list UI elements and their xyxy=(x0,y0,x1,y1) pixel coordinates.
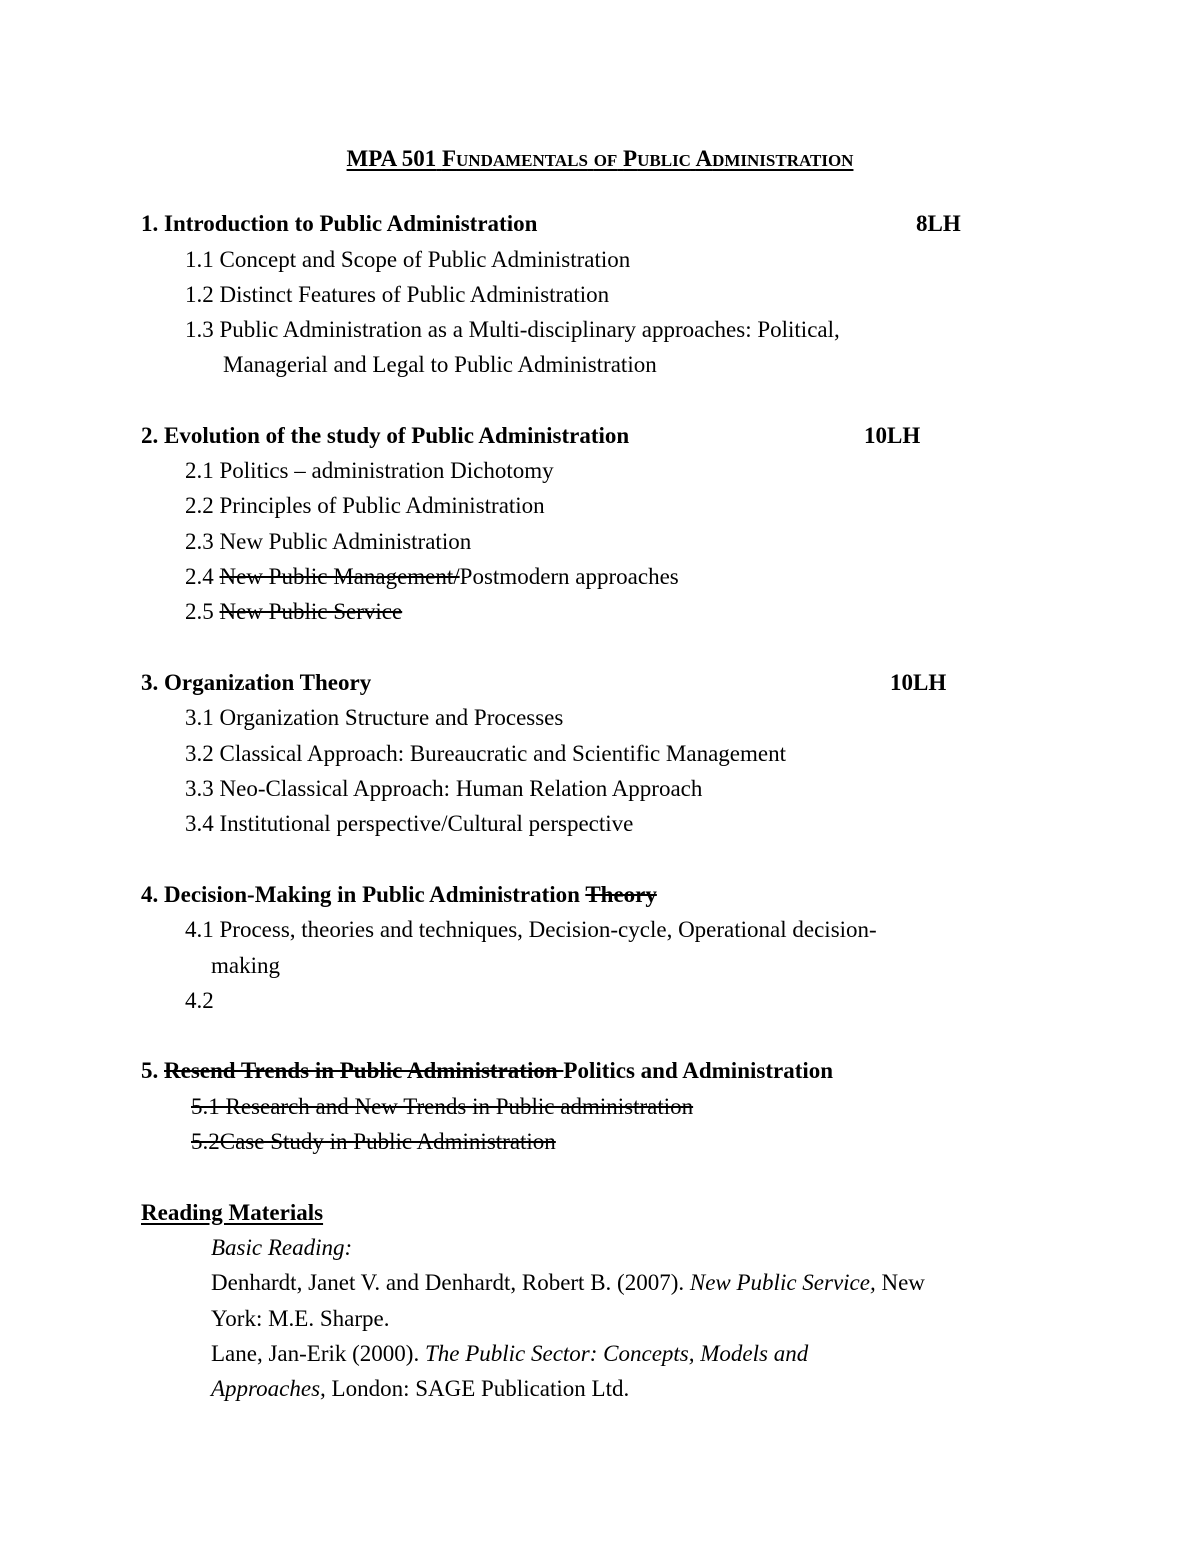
reference-2: Lane, Jan-Erik (2000). The Public Sector: Concepts, Models and xyxy=(211,1341,809,1366)
reference-1-title: New Public Service, xyxy=(689,1270,876,1295)
struck-text: Resend Trends in Public Administration xyxy=(164,1058,564,1083)
section-4-item: 4.1 Process, theories and techniques, Decision-cycle, Operational decision- xyxy=(185,917,877,942)
section-3-hours: 10LH xyxy=(890,670,947,695)
section-1-item: 1.2 Distinct Features of Public Administration xyxy=(185,282,610,307)
section-5-heading: 5. Resend Trends in Public Administration Politics and Administration xyxy=(141,1058,834,1083)
reference-1: Denhardt, Janet V. and Denhardt, Robert B. (2007). New Public Service, New xyxy=(211,1270,925,1295)
reading-materials-heading: Reading Materials xyxy=(141,1200,324,1225)
struck-text: New Public Management/ xyxy=(219,564,460,589)
reference-2-title: The Public Sector: Concepts, Models and xyxy=(424,1341,809,1366)
section-3-heading: 3. Organization Theory xyxy=(141,670,372,695)
struck-text: Theory xyxy=(585,882,657,907)
section-5-item-struck: 5.2Case Study in Public Administration xyxy=(191,1129,556,1154)
document-title xyxy=(0,144,1200,174)
section-2-item: 2.5 New Public Service xyxy=(185,599,403,624)
section-1-hours: 8LH xyxy=(916,211,961,236)
section-4-item-continuation: making xyxy=(211,953,280,978)
course-name: FUNDAMENTALS OF PUBLIC ADMINISTRATION xyxy=(441,146,854,171)
section-4-heading: 4. Decision-Making in Public Administration Theory xyxy=(141,882,657,907)
section-1-item: 1.1 Concept and Scope of Public Administration xyxy=(185,247,631,272)
section-2-heading: 2. Evolution of the study of Public Administration xyxy=(141,423,630,448)
section-5-item-struck: 5.1 Research and New Trends in Public administration xyxy=(191,1094,694,1119)
reference-2-continuation: Approaches, London: SAGE Publication Ltd. xyxy=(211,1376,630,1401)
section-2-item: 2.1 Politics – administration Dichotomy xyxy=(185,458,554,483)
section-3-item: 3.1 Organization Structure and Processes xyxy=(185,705,564,730)
reference-2-title: Approaches, xyxy=(211,1376,326,1401)
course-code: MPA 501 xyxy=(346,146,437,171)
section-1-item: 1.3 Public Administration as a Multi-disciplinary approaches: Political, xyxy=(185,317,840,342)
section-4-item: 4.2 xyxy=(185,988,214,1013)
section-3-item: 3.4 Institutional perspective/Cultural perspective xyxy=(185,811,634,836)
section-2-hours: 10LH xyxy=(864,423,921,448)
struck-text: New Public Service xyxy=(219,599,403,624)
section-2-item: 2.3 New Public Administration xyxy=(185,529,472,554)
section-1-item-continuation: Managerial and Legal to Public Administration xyxy=(223,352,657,377)
section-2-item: 2.2 Principles of Public Administration xyxy=(185,493,545,518)
section-1-heading: 1. Introduction to Public Administration xyxy=(141,211,538,236)
section-2-item: 2.4 New Public Management/Postmodern approaches xyxy=(185,564,679,589)
reference-1-continuation: York: M.E. Sharpe. xyxy=(211,1306,390,1331)
section-3-item: 3.2 Classical Approach: Bureaucratic and Scientific Management xyxy=(185,741,786,766)
basic-reading-label: Basic Reading: xyxy=(211,1235,353,1260)
section-3-item: 3.3 Neo-Classical Approach: Human Relation Approach xyxy=(185,776,703,801)
